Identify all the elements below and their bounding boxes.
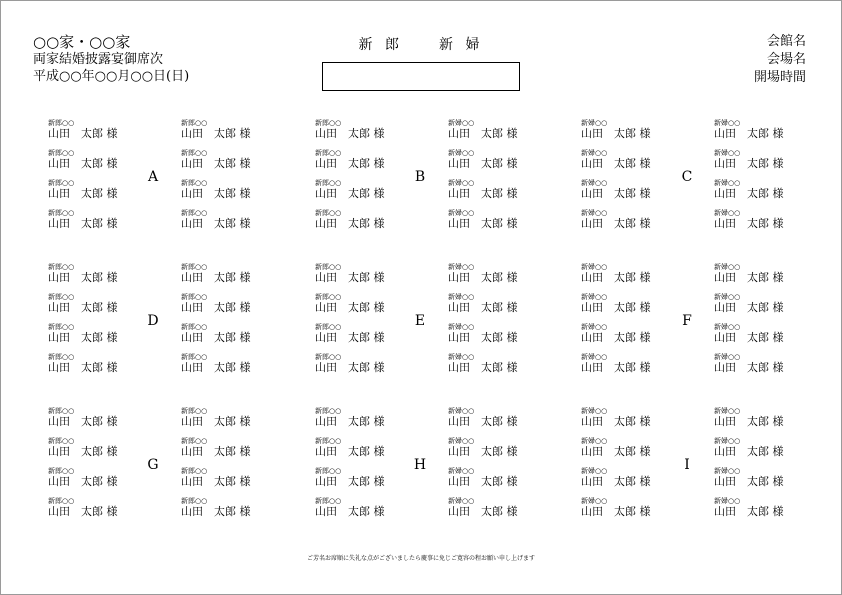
guest-name: 山田 太郎 様 (315, 127, 385, 140)
guest-name: 山田 太郎 様 (448, 361, 518, 374)
guest-entry (315, 467, 405, 488)
guest-name: 山田 太郎 様 (714, 271, 784, 284)
guest-entry (181, 119, 271, 140)
guest-role: 新郎○○ (48, 467, 75, 475)
guest-name: 山田 太郎 様 (448, 331, 518, 344)
guest-role: 新婦○○ (581, 293, 608, 301)
footer-note: ご芳名お席順に失礼な点がございましたら慶事に免じご寛容の程お願い申し上げます (306, 555, 535, 562)
guest-entry (181, 353, 271, 374)
guest-entry (581, 467, 671, 488)
guest-role: 新郎○○ (48, 497, 75, 505)
guest-entry (181, 209, 271, 230)
guest-entry (448, 293, 538, 314)
guest-name: 山田 太郎 様 (181, 271, 251, 284)
guest-entry (448, 437, 538, 458)
guest-entry (315, 263, 405, 284)
table-label: A (147, 169, 159, 185)
guest-role: 新郎○○ (48, 407, 75, 415)
guest-role: 新郎○○ (48, 293, 75, 301)
guest-entry (48, 149, 138, 170)
guest-name: 山田 太郎 様 (315, 505, 385, 518)
guest-name: 山田 太郎 様 (714, 505, 784, 518)
guest-role: 新郎○○ (181, 353, 208, 361)
guest-entry (581, 293, 671, 314)
guest-name: 山田 太郎 様 (448, 415, 518, 428)
guest-name: 山田 太郎 様 (581, 127, 651, 140)
table-label: G (147, 457, 159, 473)
table-label: B (414, 169, 426, 185)
guest-name: 山田 太郎 様 (315, 475, 385, 488)
guest-entry (448, 497, 538, 518)
guest-name: 山田 太郎 様 (448, 445, 518, 458)
guest-role: 新婦○○ (581, 263, 608, 271)
guest-entry (714, 263, 804, 284)
guest-name: 山田 太郎 様 (315, 415, 385, 428)
guest-role: 新郎○○ (181, 437, 208, 445)
guest-role: 新郎○○ (48, 119, 75, 127)
guest-role: 新郎○○ (181, 467, 208, 475)
guest-role: 新郎○○ (315, 293, 342, 301)
hall-name: 会場名 (766, 52, 806, 67)
guest-name: 山田 太郎 様 (48, 445, 118, 458)
guest-role: 新郎○○ (315, 209, 342, 217)
guest-entry (714, 323, 804, 344)
guest-role: 新婦○○ (581, 209, 608, 217)
venue-name: 会館名 (766, 34, 806, 49)
guest-role: 新婦○○ (714, 407, 741, 415)
guest-entry (581, 263, 671, 284)
guest-name: 山田 太郎 様 (581, 187, 651, 200)
guest-name: 山田 太郎 様 (48, 505, 118, 518)
guest-name: 山田 太郎 様 (448, 301, 518, 314)
guest-name: 山田 太郎 様 (48, 475, 118, 488)
guest-name: 山田 太郎 様 (181, 415, 251, 428)
guest-entry (581, 209, 671, 230)
guest-role: 新郎○○ (48, 179, 75, 187)
guest-name: 山田 太郎 様 (181, 445, 251, 458)
guest-name: 山田 太郎 様 (448, 127, 518, 140)
guest-name: 山田 太郎 様 (714, 187, 784, 200)
guest-role: 新婦○○ (581, 179, 608, 187)
guest-entry (714, 179, 804, 200)
guest-name: 山田 太郎 様 (714, 415, 784, 428)
guest-name: 山田 太郎 様 (48, 157, 118, 170)
guest-role: 新郎○○ (181, 497, 208, 505)
guest-name: 山田 太郎 様 (714, 361, 784, 374)
table-label: H (413, 457, 427, 473)
guest-entry (315, 293, 405, 314)
guest-name: 山田 太郎 様 (181, 475, 251, 488)
guest-entry (315, 353, 405, 374)
guest-entry (448, 323, 538, 344)
guest-role: 新郎○○ (181, 293, 208, 301)
guest-entry (581, 407, 671, 428)
guest-role: 新婦○○ (581, 149, 608, 157)
guest-role: 新郎○○ (315, 467, 342, 475)
guest-entry (714, 437, 804, 458)
guest-role: 新郎○○ (181, 179, 208, 187)
guest-role: 新郎○○ (181, 323, 208, 331)
guest-role: 新婦○○ (581, 353, 608, 361)
guest-role: 新郎○○ (315, 323, 342, 331)
guest-role: 新婦○○ (714, 263, 741, 271)
guest-role: 新郎○○ (48, 263, 75, 271)
guest-entry (714, 497, 804, 518)
guest-entry (581, 353, 671, 374)
guest-name: 山田 太郎 様 (181, 217, 251, 230)
guest-entry (181, 149, 271, 170)
guest-entry (48, 323, 138, 344)
guest-name: 山田 太郎 様 (48, 301, 118, 314)
guest-name: 山田 太郎 様 (315, 331, 385, 344)
guest-entry (181, 407, 271, 428)
guest-name: 山田 太郎 様 (315, 445, 385, 458)
guest-role: 新婦○○ (714, 467, 741, 475)
guest-entry (714, 149, 804, 170)
guest-entry (48, 353, 138, 374)
guest-entry (181, 437, 271, 458)
guest-name: 山田 太郎 様 (315, 157, 385, 170)
guest-entry (448, 407, 538, 428)
guest-role: 新郎○○ (315, 437, 342, 445)
guest-name: 山田 太郎 様 (315, 271, 385, 284)
guest-entry (48, 209, 138, 230)
guest-role: 新婦○○ (714, 293, 741, 301)
guest-name: 山田 太郎 様 (581, 157, 651, 170)
guest-role: 新婦○○ (714, 437, 741, 445)
guest-entry (315, 209, 405, 230)
guest-role: 新郎○○ (315, 149, 342, 157)
guest-role: 新郎○○ (181, 149, 208, 157)
guest-entry (315, 119, 405, 140)
guest-role: 新郎○○ (48, 353, 75, 361)
guest-role: 新婦○○ (581, 407, 608, 415)
guest-entry (448, 467, 538, 488)
guest-name: 山田 太郎 様 (448, 505, 518, 518)
guest-role: 新婦○○ (581, 497, 608, 505)
guest-name: 山田 太郎 様 (714, 331, 784, 344)
guest-role: 新婦○○ (448, 149, 475, 157)
guest-role: 新婦○○ (581, 467, 608, 475)
guest-entry (181, 263, 271, 284)
couple-name-box (322, 62, 520, 91)
guest-entry (448, 149, 538, 170)
guest-entry (581, 323, 671, 344)
guest-name: 山田 太郎 様 (448, 475, 518, 488)
guest-name: 山田 太郎 様 (581, 217, 651, 230)
guest-entry (48, 179, 138, 200)
guest-role: 新郎○○ (315, 179, 342, 187)
table-label: E (414, 313, 426, 329)
guest-name: 山田 太郎 様 (48, 127, 118, 140)
guest-entry (48, 437, 138, 458)
event-date: 平成○○年○○月○○日(日) (33, 69, 190, 84)
guest-entry (714, 467, 804, 488)
guest-name: 山田 太郎 様 (714, 157, 784, 170)
guest-name: 山田 太郎 様 (48, 271, 118, 284)
guest-entry (581, 497, 671, 518)
guest-name: 山田 太郎 様 (315, 361, 385, 374)
guest-name: 山田 太郎 様 (581, 271, 651, 284)
guest-entry (581, 179, 671, 200)
header-right (754, 33, 806, 87)
guest-name: 山田 太郎 様 (581, 415, 651, 428)
guest-entry (48, 407, 138, 428)
guest-name: 山田 太郎 様 (315, 187, 385, 200)
guest-role: 新婦○○ (581, 119, 608, 127)
guest-name: 山田 太郎 様 (448, 157, 518, 170)
guest-role: 新郎○○ (48, 149, 75, 157)
guest-name: 山田 太郎 様 (181, 187, 251, 200)
guest-name: 山田 太郎 様 (581, 445, 651, 458)
guest-entry (581, 119, 671, 140)
guest-entry (448, 353, 538, 374)
guest-entry (48, 497, 138, 518)
guest-role: 新郎○○ (181, 119, 208, 127)
guest-name: 山田 太郎 様 (181, 331, 251, 344)
guest-name: 山田 太郎 様 (714, 301, 784, 314)
guest-name: 山田 太郎 様 (48, 217, 118, 230)
couple-title: 新 郎 新 婦 (358, 37, 484, 53)
guest-name: 山田 太郎 様 (714, 127, 784, 140)
guest-name: 山田 太郎 様 (181, 301, 251, 314)
guest-role: 新婦○○ (714, 179, 741, 187)
guest-name: 山田 太郎 様 (714, 475, 784, 488)
guest-role: 新婦○○ (581, 437, 608, 445)
event-title: 両家結婚披露宴御席次 (33, 52, 164, 67)
guest-entry (181, 179, 271, 200)
guest-role: 新郎○○ (315, 353, 342, 361)
guest-role: 新郎○○ (48, 323, 75, 331)
guest-name: 山田 太郎 様 (315, 301, 385, 314)
guest-name: 山田 太郎 様 (48, 415, 118, 428)
guest-role: 新婦○○ (448, 209, 475, 217)
guest-role: 新郎○○ (48, 437, 75, 445)
guest-name: 山田 太郎 様 (48, 331, 118, 344)
guest-role: 新郎○○ (48, 209, 75, 217)
guest-entry (181, 467, 271, 488)
guest-role: 新郎○○ (315, 407, 342, 415)
guest-entry (315, 179, 405, 200)
guest-entry (448, 179, 538, 200)
guest-role: 新婦○○ (448, 119, 475, 127)
guest-entry (181, 293, 271, 314)
guest-entry (48, 119, 138, 140)
guest-name: 山田 太郎 様 (448, 271, 518, 284)
open-time: 開場時間 (753, 70, 806, 85)
guest-entry (448, 209, 538, 230)
guest-role: 新婦○○ (448, 263, 475, 271)
guest-name: 山田 太郎 様 (315, 217, 385, 230)
guest-entry (315, 323, 405, 344)
guest-role: 新婦○○ (714, 353, 741, 361)
guest-entry (315, 497, 405, 518)
guest-name: 山田 太郎 様 (181, 361, 251, 374)
table-label: C (681, 169, 693, 185)
guest-role: 新郎○○ (181, 263, 208, 271)
guest-role: 新婦○○ (714, 119, 741, 127)
guest-role: 新婦○○ (714, 497, 741, 505)
guest-name: 山田 太郎 様 (581, 505, 651, 518)
guest-name: 山田 太郎 様 (48, 187, 118, 200)
guest-entry (48, 293, 138, 314)
guest-name: 山田 太郎 様 (581, 475, 651, 488)
guest-role: 新婦○○ (448, 497, 475, 505)
guest-entry (315, 149, 405, 170)
guest-role: 新婦○○ (448, 437, 475, 445)
guest-entry (48, 467, 138, 488)
guest-entry (581, 149, 671, 170)
guest-entry (714, 407, 804, 428)
guest-role: 新郎○○ (315, 263, 342, 271)
guest-role: 新婦○○ (448, 179, 475, 187)
guest-role: 新婦○○ (448, 353, 475, 361)
header-left (33, 33, 189, 85)
guest-role: 新婦○○ (448, 323, 475, 331)
guest-name: 山田 太郎 様 (448, 187, 518, 200)
guest-name: 山田 太郎 様 (181, 127, 251, 140)
guest-role: 新婦○○ (714, 209, 741, 217)
guest-entry (714, 119, 804, 140)
guest-role: 新婦○○ (448, 293, 475, 301)
guest-name: 山田 太郎 様 (581, 331, 651, 344)
guest-role: 新婦○○ (714, 149, 741, 157)
guest-entry (714, 353, 804, 374)
table-label: I (684, 457, 690, 473)
families-name: ○○家・○○家 (33, 33, 131, 51)
guest-name: 山田 太郎 様 (581, 361, 651, 374)
guest-entry (714, 293, 804, 314)
guest-role: 新郎○○ (315, 497, 342, 505)
guest-role: 新郎○○ (315, 119, 342, 127)
couple-section (322, 34, 520, 91)
guest-entry (181, 497, 271, 518)
guest-role: 新婦○○ (581, 323, 608, 331)
guest-entry (315, 437, 405, 458)
guest-entry (448, 119, 538, 140)
guest-entry (181, 323, 271, 344)
guest-entry (315, 407, 405, 428)
guest-entry (714, 209, 804, 230)
table-label: D (147, 313, 159, 329)
guest-entry (581, 437, 671, 458)
guest-name: 山田 太郎 様 (448, 217, 518, 230)
guest-name: 山田 太郎 様 (48, 361, 118, 374)
guest-name: 山田 太郎 様 (181, 505, 251, 518)
guest-name: 山田 太郎 様 (714, 217, 784, 230)
guest-role: 新郎○○ (181, 407, 208, 415)
guest-role: 新婦○○ (448, 467, 475, 475)
guest-name: 山田 太郎 様 (181, 157, 251, 170)
guest-entry (448, 263, 538, 284)
guest-name: 山田 太郎 様 (714, 445, 784, 458)
guest-role: 新婦○○ (448, 407, 475, 415)
guest-entry (48, 263, 138, 284)
guest-name: 山田 太郎 様 (581, 301, 651, 314)
table-label: F (682, 313, 692, 329)
guest-role: 新婦○○ (714, 323, 741, 331)
guest-role: 新郎○○ (181, 209, 208, 217)
